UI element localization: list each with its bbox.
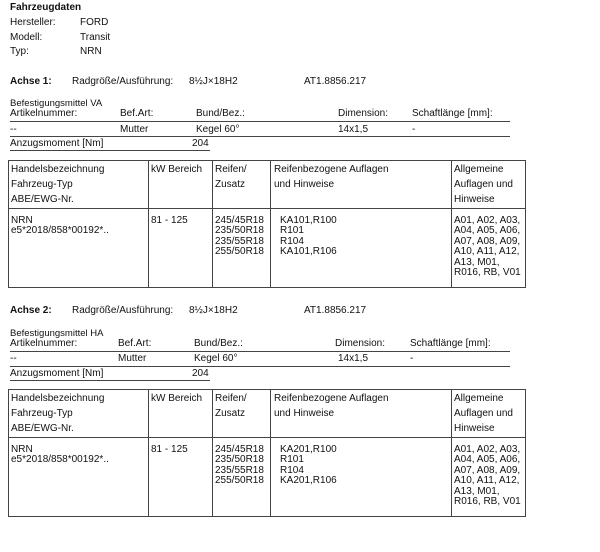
value-bund: Kegel 60° bbox=[194, 353, 238, 364]
divider bbox=[10, 121, 510, 122]
col-bund: Bund/Bez.: bbox=[194, 338, 243, 349]
vehicle-heading: Fahrzeugdaten bbox=[10, 2, 82, 13]
table-border-top bbox=[8, 389, 526, 390]
cell-reifen: 245/45R18 235/50R18 235/55R18 255/50R18 bbox=[215, 444, 264, 487]
hersteller-label: Hersteller: bbox=[10, 17, 56, 28]
hersteller-value: FORD bbox=[80, 17, 109, 28]
col-artikelnummer: Artikelnummer: bbox=[10, 108, 78, 119]
table-border-top bbox=[8, 160, 526, 161]
befestigung-title: Befestigungsmittel VA bbox=[10, 98, 103, 109]
col-befart: Bef.Art: bbox=[120, 108, 154, 119]
table-border-left bbox=[8, 160, 9, 288]
cell-allgemeine-auflagen: A01, A02, A03, A04, A05, A06, A07, A08, A09, A10, A11, A12, A13, M01, R016, RB, V01 bbox=[454, 444, 521, 508]
header-reifenbezogene-auflagen: Reifenbezogene Auflagen und Hinweise bbox=[274, 164, 389, 190]
cell-kw-bereich: 81 - 125 bbox=[151, 215, 188, 226]
table-border-left bbox=[8, 389, 9, 517]
value-dimension: 14x1,5 bbox=[338, 353, 369, 364]
rad-label: Radgröße/Ausführung: bbox=[72, 76, 174, 87]
table-border-right bbox=[525, 389, 526, 517]
header-reifen: Reifen/ Zusatz bbox=[215, 393, 247, 419]
value-artikelnummer: -- bbox=[10, 353, 17, 364]
header-handelsbezeichnung: Handelsbezeichnung Fahrzeug-Typ ABE/EWG-Nr. bbox=[11, 393, 105, 434]
divider bbox=[10, 150, 210, 151]
col-dimension: Dimension: bbox=[338, 108, 389, 119]
cell-allgemeine-auflagen: A01, A02, A03, A04, A05, A06, A07, A08, A09, A10, A11, A12, A13, M01, R016, RB, V01 bbox=[454, 215, 521, 279]
anzugsmoment-label: Anzugsmoment [Nm] bbox=[10, 368, 104, 379]
befestigung-title: Befestigungsmittel HA bbox=[10, 328, 104, 339]
value-schaftlaenge: - bbox=[412, 124, 416, 135]
table-border-bottom bbox=[8, 516, 526, 517]
cell-reifenbezogene-auflagen: KA201,R100 R101 R104 KA201,R106 bbox=[280, 444, 337, 487]
typ-value: NRN bbox=[80, 46, 102, 57]
rad-label: Radgröße/Ausführung: bbox=[72, 305, 174, 316]
value-artikelnummer: -- bbox=[10, 124, 17, 135]
table-column-divider bbox=[270, 389, 271, 517]
header-kw-bereich: kW Bereich bbox=[151, 393, 203, 404]
table-border-right bbox=[525, 160, 526, 288]
divider bbox=[10, 366, 510, 367]
cell-handelsbezeichnung: NRN e5*2018/858*00192*.. bbox=[11, 215, 109, 237]
col-schaftlaenge: Schaftlänge [mm]: bbox=[412, 108, 493, 119]
table-column-divider bbox=[148, 389, 149, 517]
header-allgemeine-auflagen: Allgemeine Auflagen und Hinweise bbox=[454, 393, 513, 434]
divider bbox=[10, 380, 210, 381]
value-befart: Mutter bbox=[120, 124, 149, 135]
table-column-divider bbox=[148, 160, 149, 288]
axle-reference: AT1.8856.217 bbox=[304, 76, 367, 87]
col-dimension: Dimension: bbox=[335, 338, 386, 349]
cell-reifenbezogene-auflagen: KA101,R100 R101 R104 KA101,R106 bbox=[280, 215, 337, 258]
cell-reifen: 245/45R18 235/50R18 235/55R18 255/50R18 bbox=[215, 215, 264, 258]
axle-title: Achse 1: bbox=[10, 76, 52, 87]
value-befart: Mutter bbox=[118, 353, 147, 364]
anzugsmoment-value: 204 bbox=[192, 368, 209, 379]
table-header-separator bbox=[8, 208, 526, 209]
header-handelsbezeichnung: Handelsbezeichnung Fahrzeug-Typ ABE/EWG-Nr. bbox=[11, 164, 105, 205]
value-bund: Kegel 60° bbox=[196, 124, 240, 135]
divider bbox=[10, 351, 510, 352]
col-bund: Bund/Bez.: bbox=[196, 108, 245, 119]
anzugsmoment-value: 204 bbox=[192, 138, 209, 149]
axle-reference: AT1.8856.217 bbox=[304, 305, 367, 316]
col-schaftlaenge: Schaftlänge [mm]: bbox=[410, 338, 491, 349]
table-column-divider bbox=[270, 160, 271, 288]
table-header-separator bbox=[8, 437, 526, 438]
anzugsmoment-label: Anzugsmoment [Nm] bbox=[10, 138, 104, 149]
table-column-divider bbox=[212, 160, 213, 288]
header-reifen: Reifen/ Zusatz bbox=[215, 164, 247, 190]
modell-value: Transit bbox=[80, 32, 111, 43]
header-reifenbezogene-auflagen: Reifenbezogene Auflagen und Hinweise bbox=[274, 393, 389, 419]
rad-value: 8½J×18H2 bbox=[189, 76, 238, 87]
divider bbox=[10, 136, 510, 137]
table-column-divider bbox=[451, 160, 452, 288]
modell-label: Modell: bbox=[10, 32, 43, 43]
cell-handelsbezeichnung: NRN e5*2018/858*00192*.. bbox=[11, 444, 109, 466]
table-column-divider bbox=[212, 389, 213, 517]
value-dimension: 14x1,5 bbox=[338, 124, 369, 135]
value-schaftlaenge: - bbox=[410, 353, 414, 364]
axle-title: Achse 2: bbox=[10, 305, 52, 316]
header-allgemeine-auflagen: Allgemeine Auflagen und Hinweise bbox=[454, 164, 513, 205]
col-befart: Bef.Art: bbox=[118, 338, 152, 349]
rad-value: 8½J×18H2 bbox=[189, 305, 238, 316]
header-kw-bereich: kW Bereich bbox=[151, 164, 203, 175]
table-border-bottom bbox=[8, 287, 526, 288]
col-artikelnummer: Artikelnummer: bbox=[10, 338, 78, 349]
typ-label: Typ: bbox=[10, 46, 29, 57]
table-column-divider bbox=[451, 389, 452, 517]
cell-kw-bereich: 81 - 125 bbox=[151, 444, 188, 455]
